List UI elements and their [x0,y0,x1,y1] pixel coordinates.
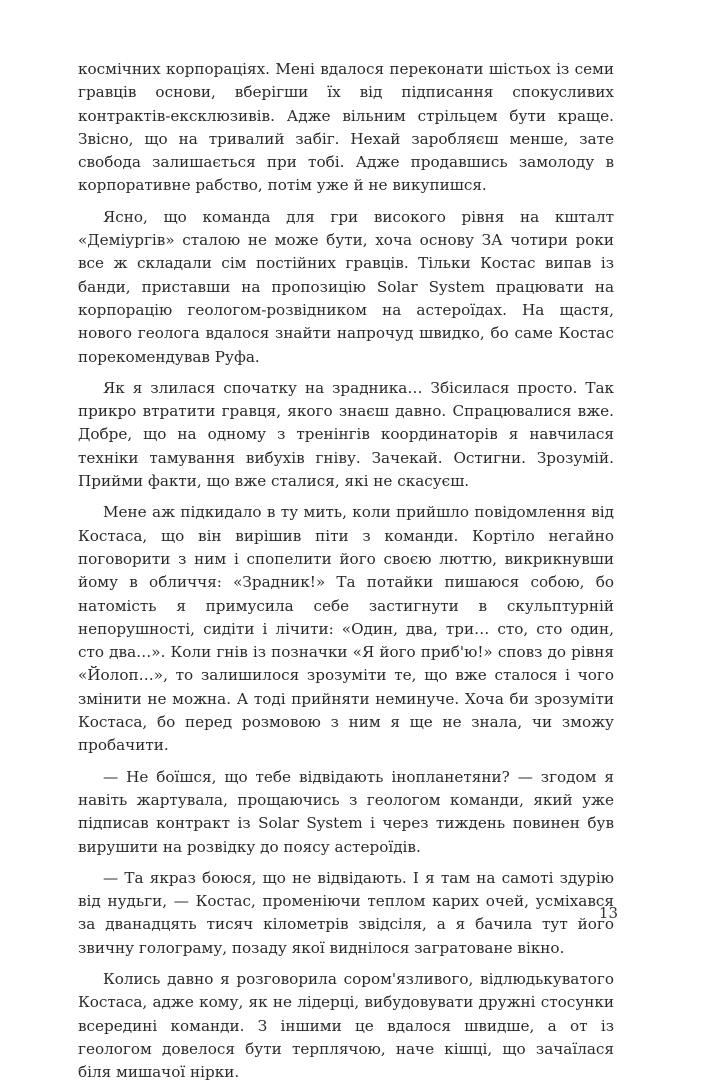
paragraph: Ясно, що команда для гри високого рівня на кшталт «Деміургів» сталою не може бути, хоча основу ЗА чотири роки все ж складали сім постійних гравців. Тільки Костас випав із банди, приставши на пропозицію Solar System працювати на корпорацію геологом-розвідником на астероїдах. На щастя, нового геолога вдалося знайти напрочуд швидко, бо саме Костас порекомендував Руфа. [78,207,614,366]
page-number: 13 [598,904,618,922]
paragraph: Як я злилася спочатку на зрадника… Збісилася просто. Так прикро втратити гравця, якого знаєш давно. Спрацювалися вже. Добре, що на одному з тренінгів координаторів я навчилася техніки тамування вибухів гніву. Зачекай. Остигни. Зрозумій. Прийми факти, що вже сталися, які не скасуєш. [78,378,614,491]
paragraph: Колись давно я розговорила сором'язливого, відлюдькуватого Костаса, адже кому, як не лідерці, вибудовувати дружні стосунки всередині команди. З іншими це вдалося швидше, а от із геологом довелося бути терплячою, наче кішці, що зачаїлася біля мишачої нірки. [78,969,614,1082]
paragraph: Мене аж підкидало в ту мить, коли прийшло повідомлення від Костаса, що він вирішив піти з команди. Кортіло негайно поговорити з ним і спопелити його своєю люттю, викрикнувши йому в обличчя: «Зрадник!» Та потайки пишаюся собою, бо натомість я примусила себе застигнути в скульптурній непорушності, сидіти і лічити: «Один, два, три… сто, сто один, сто два…». Коли гнів із позначки «Я його приб'ю!» сповз до рівня «Йолоп…», то залишилося зрозуміти те, що вже сталося і чого змінити не можна. А тоді прийняти неминуче. Хоча би зрозуміти Костаса, бо перед розмовою з ним я ще не знала, чи зможу пробачити. [78,503,614,755]
paragraph: — Не боїшся, що тебе відвідають інопланетяни? — згодом я навіть жартувала, прощаючись з геологом команди, який уже підписав контракт із Solar System і через тиждень повинен був вирушити на розвідку до поясу астероїдів. [78,767,614,856]
page-text [78,58,614,1092]
paragraph: — Та якраз боюся, що не відвідають. І я там на самоті здурію від нудьги, — Костас, променіючи теплом карих очей, усміхався за дванадцять тисяч кілометрів звідсіля, а я бачила тут його звичну голограму, позаду якої виднілося загратоване вікно. [78,868,614,957]
paragraph: космічних корпораціях. Мені вдалося переконати шістьох із семи гравців основи, вберігши їх від підписання спокусливих контрактів-ексклюзивів. Адже вільним стрільцем бути краще. Звісно, що на тривалий забіг. Нехай заробляєш менше, зате свобода залишається при тобі. Адже продавшись замолоду в корпоративне рабство, потім уже й не викупишся. [78,60,614,195]
